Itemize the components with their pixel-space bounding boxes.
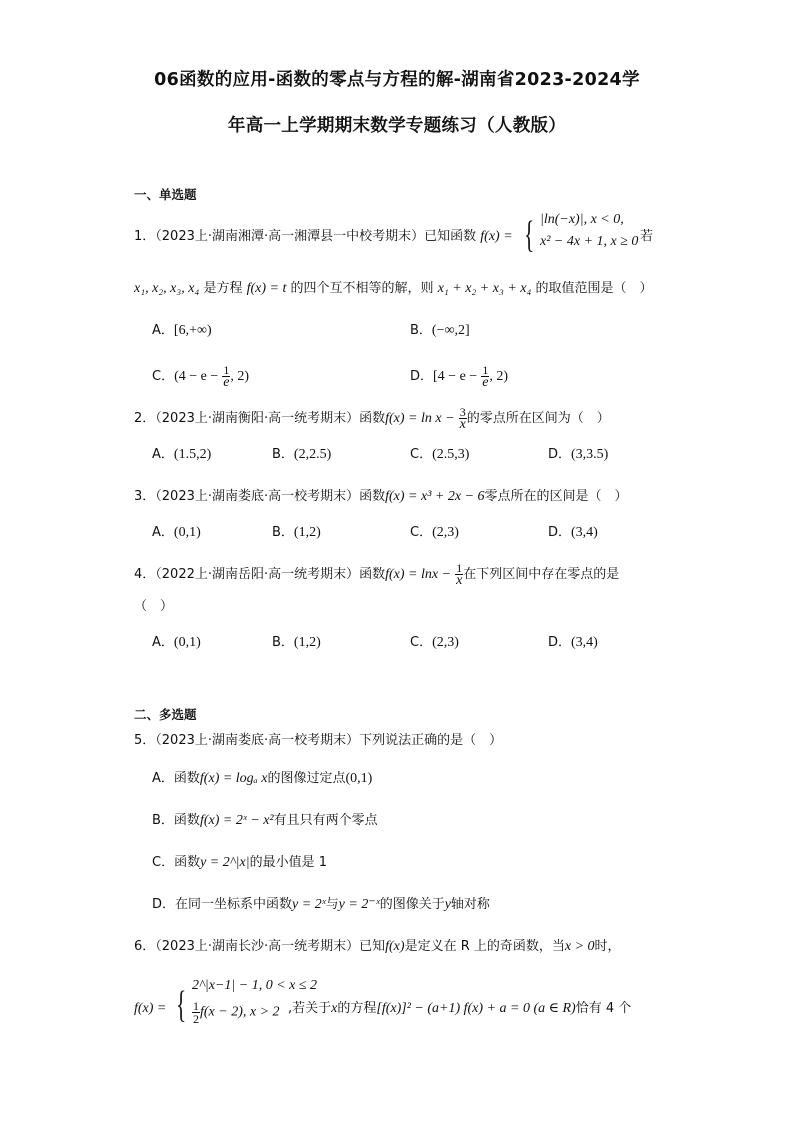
option-value: (1,2) [293, 635, 321, 650]
question-3-option-a[interactable] [152, 524, 201, 542]
question-6-equation: [f(x)]² − (a+1) f(x) + a = 0 (a ∈ R) [376, 1001, 576, 1016]
option-math: y = 2ˣ [292, 897, 326, 912]
question-1-line-2 [134, 280, 653, 298]
question-3-stem [134, 488, 628, 506]
question-1-option-c[interactable] [152, 364, 249, 389]
question-4-option-c[interactable] [410, 634, 459, 652]
question-6-text: 的方程 [337, 1001, 377, 1016]
left-brace-icon: { [524, 214, 535, 256]
question-4-suffix: 在下列区间中存在零点的是 [463, 567, 620, 582]
question-1-equation: f(x) = t [246, 281, 287, 296]
question-2-function: f(x) = ln x − [385, 411, 455, 426]
option-value: (0,1) [173, 635, 201, 650]
question-2-prefix: 2．（2023上·湖南衡阳·高一统考期末）函数 [134, 411, 386, 426]
question-4-option-b[interactable] [272, 634, 321, 652]
option-label: C． [410, 525, 433, 540]
question-1-option-d[interactable] [410, 364, 508, 389]
question-3-prefix: 3．（2023上·湖南娄底·高一校考期末）函数 [134, 489, 386, 504]
fraction-denominator: 2 [193, 1012, 199, 1026]
question-1-text-f: 的取值范围是（ ） [535, 281, 653, 296]
option-value-end: , 2) [489, 369, 508, 384]
question-4-option-d[interactable] [548, 634, 598, 652]
option-label: D． [548, 447, 572, 462]
question-1-prefix: 1．（2023上·湖南湘潭·高一湘潭县一中校考期末）已知函数 [134, 229, 477, 244]
fraction-numerator: 3 [459, 405, 466, 419]
question-6-case-2-text: f(x − 2), x > 2 [200, 1004, 280, 1020]
fraction-denominator: e [223, 375, 230, 390]
option-math: f(x) = logₐ x [199, 771, 268, 786]
option-math: y [444, 897, 451, 912]
option-value: (3,3.5) [571, 447, 609, 462]
fraction [459, 406, 467, 431]
question-5-stem: 5．（2023上·湖南娄底·高一校考期末）下列说法正确的是（ ） [134, 733, 503, 748]
section-heading-multiple-choice: 二、多选题 [134, 707, 197, 722]
option-text: 轴对称 [450, 897, 490, 912]
question-3-suffix: 零点所在的区间是（ ） [484, 489, 628, 504]
question-3-option-d[interactable] [548, 524, 598, 542]
question-2-option-a[interactable] [152, 446, 211, 464]
question-5-option-d[interactable] [152, 896, 490, 914]
option-value-start: (4 − e − [174, 369, 219, 384]
option-label: A． [152, 525, 174, 540]
option-math: f(x) = 2ˣ − x² [199, 813, 274, 828]
fraction-denominator: x [456, 573, 463, 588]
question-1-text-b: 是方程 [203, 281, 243, 296]
question-3-option-b[interactable] [272, 524, 321, 542]
option-label: D． [410, 369, 434, 384]
option-text: 函数 [173, 813, 200, 828]
option-math: y = 2⁻ˣ [338, 897, 380, 912]
option-text: 函数 [174, 855, 201, 870]
option-label: A． [152, 771, 174, 786]
question-6-continuation [288, 1000, 631, 1018]
option-text: 的最小值是 1 [249, 855, 327, 870]
option-text: 的图像过定点 [267, 771, 346, 786]
section-heading-single-choice: 一、单选题 [134, 187, 197, 202]
fraction-numerator: 1 [223, 363, 230, 377]
option-label: B． [272, 635, 294, 650]
question-1-option-b[interactable] [410, 322, 470, 340]
fraction-numerator: 1 [456, 561, 463, 575]
question-2-stem [134, 406, 610, 431]
option-label: A． [152, 323, 174, 338]
option-label: D． [152, 897, 176, 912]
option-label: B． [152, 813, 174, 828]
option-value: (0,1) [173, 525, 201, 540]
option-value: (2,3) [432, 635, 459, 650]
option-value: (3,4) [571, 635, 598, 650]
question-6-text: 时， [594, 939, 621, 954]
option-value: (1,2) [293, 525, 321, 540]
fraction-denominator: x [459, 417, 466, 432]
question-5-option-c[interactable] [152, 854, 327, 872]
question-1-sum: x₁ + x₂ + x₃ + x₄ [437, 281, 532, 296]
option-label: C． [410, 447, 433, 462]
document-title-line-2: 年高一上学期期末数学专题练习（人教版） [227, 116, 567, 136]
option-value: (2,2.5) [293, 447, 332, 462]
question-6-text: 是定义在 R 上的奇函数，当 [404, 939, 565, 954]
option-label: C． [152, 855, 175, 870]
question-6-function [134, 1000, 166, 1018]
question-4-prefix: 4．（2022上·湖南岳阳·高一统考期末）函数 [134, 567, 386, 582]
document-title-line-1: 06函数的应用-函数的零点与方程的解-湖南省2023-2024学 [154, 70, 640, 90]
question-6-stem [134, 938, 621, 956]
option-value: (3,4) [571, 525, 598, 540]
option-label: A． [152, 635, 174, 650]
question-4-stem [134, 562, 619, 587]
option-math: (0,1) [345, 771, 373, 786]
option-text: 在同一坐标系中函数 [175, 897, 293, 912]
question-6-text: 恰有 4 个 [575, 1001, 632, 1016]
option-value: (−∞,2] [431, 323, 470, 338]
option-label: B． [272, 447, 294, 462]
question-6-text: ,若关于 [288, 1001, 332, 1016]
option-value: (2.5,3) [432, 447, 470, 462]
question-5-option-b[interactable] [152, 812, 378, 830]
question-1-function: f(x) = [480, 229, 513, 244]
question-6-math: f(x) [385, 939, 405, 954]
option-label: A． [152, 447, 174, 462]
question-3-option-c[interactable] [410, 524, 459, 542]
question-4-answer-blank: （ ） [134, 599, 174, 614]
fraction [455, 562, 463, 587]
question-6-math: x [331, 1001, 338, 1016]
question-6-prefix: 6．（2023上·湖南长沙·高一统考期末）已知 [134, 939, 386, 954]
question-1-case-1: |ln(−x)|, x < 0, [540, 212, 624, 227]
fraction [192, 1000, 200, 1025]
question-2-option-b[interactable] [272, 446, 331, 464]
option-label: B． [272, 525, 294, 540]
question-6-fx: f(x) = [134, 1001, 167, 1016]
fraction-numerator: 1 [193, 999, 199, 1013]
option-value-end: , 2) [230, 369, 250, 384]
option-value: [6,+∞) [173, 323, 212, 338]
question-1-text-d: 的四个互不相等的解，则 [290, 281, 434, 296]
question-5-option-a[interactable] [152, 770, 372, 788]
question-2-option-d[interactable] [548, 446, 608, 464]
fraction-numerator: 1 [482, 363, 489, 377]
option-text: 有且只有两个零点 [273, 813, 378, 828]
option-value-start: [4 − e − [433, 369, 478, 384]
question-4-function: f(x) = lnx − [385, 567, 452, 582]
option-value: (1.5,2) [173, 447, 212, 462]
question-6-math: x > 0 [564, 939, 595, 954]
question-1-option-a[interactable] [152, 322, 212, 340]
option-label: D． [548, 635, 572, 650]
left-brace-icon: { [176, 984, 187, 1026]
option-text: 的图像关于 [379, 897, 445, 912]
question-1-case-2: x² − 4x + 1, x ≥ 0 [540, 234, 639, 249]
question-2-suffix: 的零点所在区间为（ ） [466, 411, 610, 426]
question-1-suffix: 若 [640, 229, 654, 244]
question-1-roots: x₁, x₂, x₃, x₄ [134, 281, 200, 296]
option-label: C． [152, 369, 175, 384]
option-text: 与 [325, 897, 339, 912]
option-label: B． [410, 323, 432, 338]
option-label: C． [410, 635, 433, 650]
option-text: 函数 [173, 771, 200, 786]
question-6-case-2 [192, 1000, 280, 1025]
question-3-function: f(x) = x³ + 2x − 6 [385, 489, 485, 504]
option-value: (2,3) [432, 525, 459, 540]
option-math: y = 2^|x| [200, 855, 250, 870]
question-2-option-c[interactable] [410, 446, 469, 464]
question-6-case-1: 2^|x−1| − 1, 0 < x ≤ 2 [192, 978, 318, 993]
fraction-denominator: e [482, 375, 489, 390]
question-4-option-a[interactable] [152, 634, 201, 652]
question-1-stem [134, 228, 513, 246]
option-label: D． [548, 525, 572, 540]
